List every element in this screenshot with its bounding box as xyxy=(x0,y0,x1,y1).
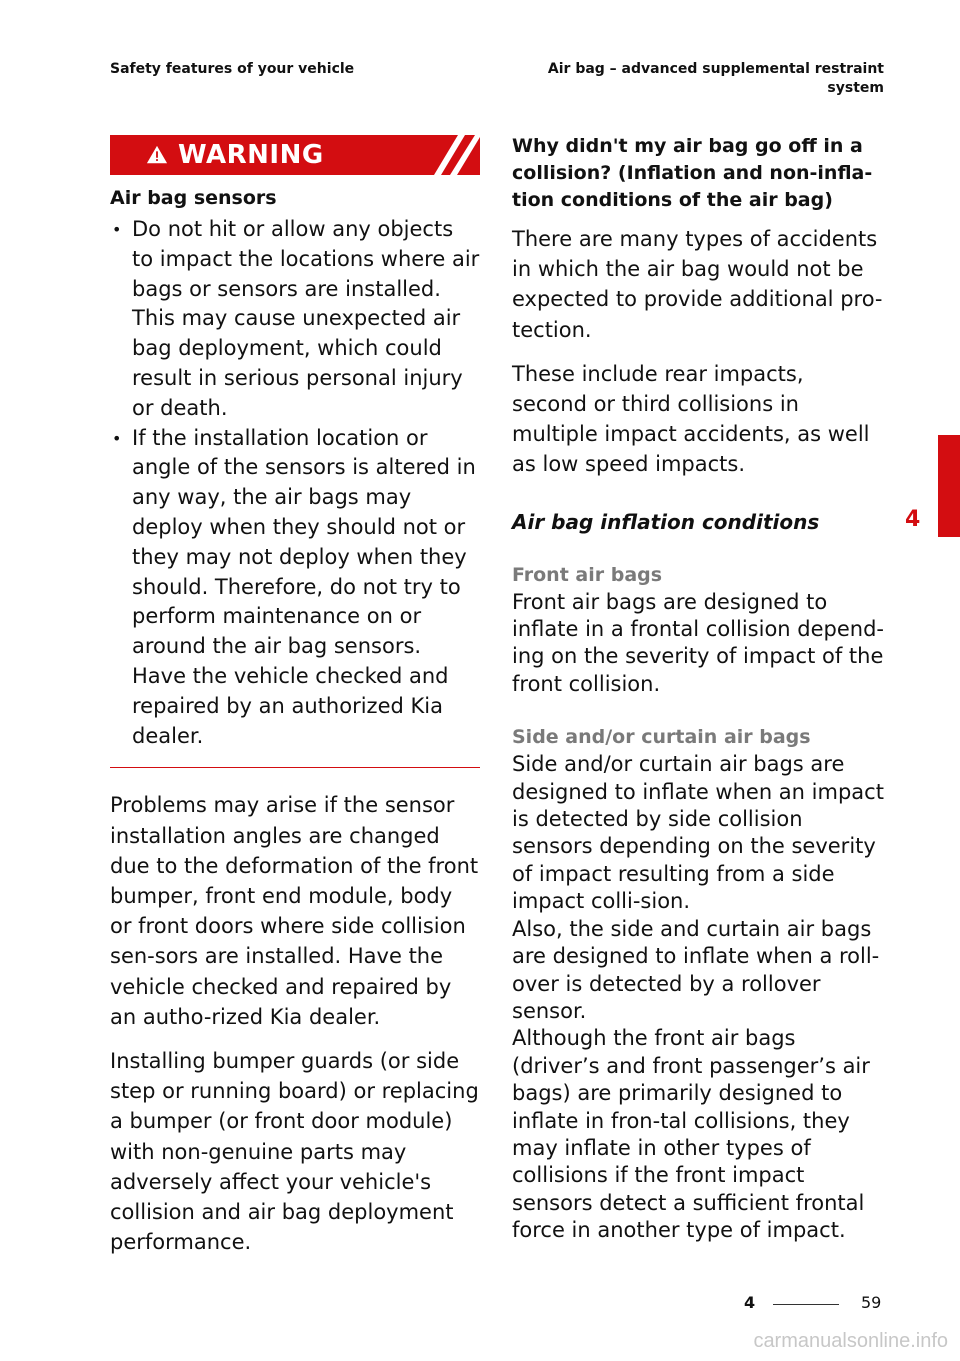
right-column xyxy=(512,133,884,1245)
question-heading: Why didn't my air bag go off in a collision? (Inflation and non-infla-tion conditions of the air bag) xyxy=(512,135,873,211)
warning-bullet: • If the installation location or angle of the sensors is altered in any way, the air bags may deploy when they should not or they may not deploy when they should. Therefore, do not try to perform maintenance on or around the air bag sensors. Have the vehicle checked and repaired by an authorized Kia dealer. xyxy=(110,424,480,752)
body-paragraph: These include rear impacts, second or third collisions in multiple impact accidents, as well as low speed impacts. xyxy=(512,361,870,477)
spacer xyxy=(512,698,884,724)
warning-triangle-icon xyxy=(146,144,168,166)
body-paragraph: Installing bumper guards (or side step or running board) or replacing a bumper (or front door module) with non-genuine parts may adversely affect your vehicle's collision and air bag deployment performance. xyxy=(110,1048,479,1255)
body-paragraph: Side and/or curtain air bags are designed to inflate when an impact is detected by side collision sensors depending on the severity of impact resulting from a side impact colli-sion. xyxy=(512,752,884,914)
section-heading: Air bag inflation conditions xyxy=(512,509,820,534)
body-paragraph: Although the front air bags (driver’s and front passenger’s air bags) are primarily designed to inflate in fron-tal collisions, they may inflate in other types of collisions if the front impact sensors detect a sufficient frontal force in another type of impact. xyxy=(512,1026,870,1243)
warning-stripes-decoration xyxy=(420,135,480,175)
chapter-number: 4 xyxy=(905,507,921,532)
warning-title: WARNING xyxy=(178,140,324,170)
body-paragraph: Also, the side and curtain air bags are designed to inflate when a roll-over is detected by a rollover sensor. xyxy=(512,916,880,1023)
page-number: 59 xyxy=(861,1293,882,1312)
body-paragraph: There are many types of accidents in which the air bag would not be expected to provide additional pro-tection. xyxy=(512,227,883,342)
watermark: carmanualsonline.info xyxy=(753,1330,948,1352)
footer-chapter: 4 xyxy=(744,1293,756,1312)
warning-heading: Air bag sensors xyxy=(110,187,277,209)
body-paragraph: Front air bags are designed to inflate in a frontal collision depend-ing on the severity of impact of the front collision. xyxy=(512,589,884,696)
footer-divider xyxy=(773,1304,839,1305)
warning-divider xyxy=(110,767,480,768)
warning-bullet-list xyxy=(110,215,480,751)
running-header-left: Safety features of your vehicle xyxy=(110,61,355,77)
subsection-heading-side: Side and/or curtain air bags xyxy=(512,726,811,749)
warning-bullet: • Do not hit or allow any objects to impact the locations where air bags or sensors are installed. This may cause unexpected air bag deployment, which could result in serious personal injury or death. xyxy=(110,215,480,424)
chapter-tab xyxy=(938,435,960,537)
body-paragraph: Problems may arise if the sensor installation angles are changed due to the deformation of the front bumper, front end module, body or front doors where side collision sen-sors are installed. Have the vehicle checked and repaired by an autho-rized Kia dealer. xyxy=(110,793,479,1029)
left-column xyxy=(110,135,480,1271)
subsection-heading-front: Front air bags xyxy=(512,563,663,586)
running-header-right: Air bag – advanced supplemental restraint system xyxy=(547,61,884,96)
warning-banner xyxy=(110,135,480,175)
